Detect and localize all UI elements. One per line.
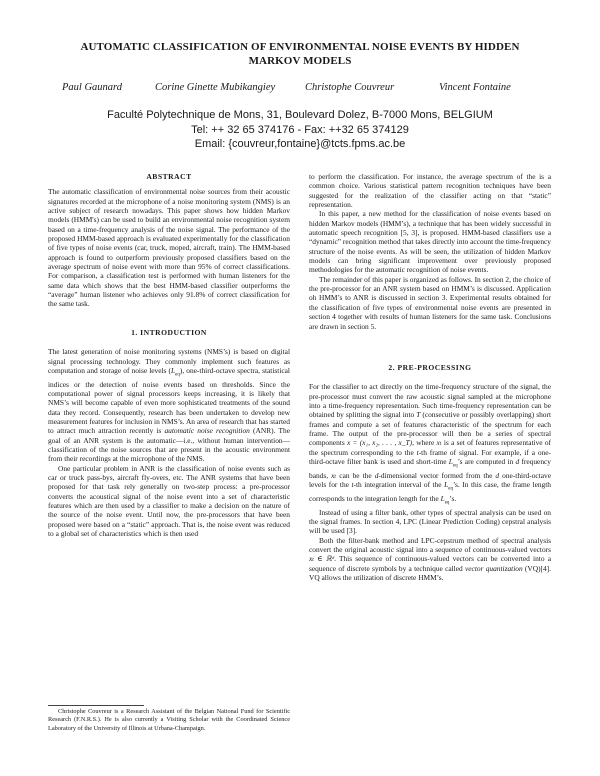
preprocessing-paragraph-3: Both the filter-bank method and LPC-cepstrum method of spectral analysis convert the original acoustic signal into a sequence of continuous-valued vectors xₜ ∈ ℝᵈ. This sequence of continuous-valued vectors can be converted into a sequence of discrete symbols by a technique called vector quantization (VQ)[4]. VQ allows the utilization of discrete HMM’s. [309, 535, 551, 583]
intro-continued-paragraph: to perform the classification. For instance, the average spectrum of the is a common choice. Various statistical pattern recognition techniques have been suggested for the realization of the classifier acting on that “static” representation. [309, 172, 551, 210]
intro-paragraph-4: The remainder of this paper is organized as follows. In section 2, the choice of the pre-processor for an ANR system based on HMM’s is discussed. Application oh HMM’s to ANR is discussed in section 3. Experimental results obtained for the classification of five types of environmental noise events are presented in section 4 together with results of human listeners for the same task. Conclusions are drawn in section 5. [309, 274, 551, 331]
title-line-1: AUTOMATIC CLASSIFICATION OF ENVIRONMENTAL NOISE EVENTS BY HIDDEN [80, 41, 520, 53]
author-name: Corine Ginette Mubikangiey [155, 82, 276, 93]
abstract-heading: ABSTRACT [146, 172, 192, 181]
intro-paragraph-1: The latest generation of noise monitoring systems (NMS’s) is based on digital signal processing technology. They commonly implement such features as computation and storage of noise levels $(L_{eq})$, one-third-octave spectra, statistical indices or the detection of noise events based on thresholds. Since the computational power of signal processors keeps increasing, it is likely that NMS’s will become capable of even more sophisticated treatments of the sound data they record. Consequently, research has been undertaken to develop new measurement features for inclusion in NMS’s. An area of research that has started to attract much attraction recently is automatic noise recognition (ANR). The goal of an ANR system is the automatic—i.e., without human intervention—classification of the noise sources that are present in the acoustic environment from their recordings at the microphone of the NMS. [48, 347, 290, 464]
intro-paragraph-2: One particular problem in ANR is the classification of noise events such as car or truck pass-bys, aircraft fly-overs, etc. The ANR systems that have been proposed for that task rely generally on two-step process: a pre-processor converts the acoustical signal of the noise event into a set of characteristic features which are then used by a classifier to make a decision on the nature of the source of the noise event. Until now, the pre-processors that have been proposed were based on a “static” approach. That is, the noise event was reduced to a global set of characteristics which is then used [48, 463, 290, 539]
introduction-heading: 1. INTRODUCTION [131, 327, 207, 337]
author-name: Christophe Couvreur [305, 82, 395, 93]
left-column [48, 172, 290, 539]
footnote: Christophe Couvreur is a Research Assistant of the Belgian National Fund for Scientific Research (F.N.R.S.). He is also currently a Visiting Scholar with the Coordinated Science Laboratory of the University of Illinois at Urbana-Champaign. [48, 708, 290, 732]
paper-title [50, 40, 550, 68]
preprocessing-paragraph-1: For the classifier to act directly on the time-frequency structure of the signal, the pre-processor must convert the raw acoustic signal sampled at the microphone into a time-frequency representation. Such time-frequency representation can be obtained by splitting the signal into T (consecutive or possibly overlapping) short frames and compute a set of features characteristic of the spectrum for each frame. The output of the pre-processor will then be a series of spectral components x = (x₁, x₂, . . . , x_T), where xₜ is a set of features representative of the spectrum corresponding to the t-th frame of signal. For example, if a one-third-octave filter bank is used and short-time $L_{eq}’s$ are computed in d frequency bands, xₜ can be the d-dimensional vector formed from the d one-third-octave levels for the t-th integration interval of the $L_{eq}’s$. In this case, the frame length corresponds to the integration length for the $L_{eq}’s$. [309, 382, 551, 506]
phone-fax: Tel: ++ 32 65 374176 - Fax: ++32 65 374129 [191, 123, 409, 136]
email: Email: {couvreur,fontaine}@tcts.fpms.ac.be [194, 138, 406, 150]
right-column [309, 172, 551, 582]
intro-paragraph-3: In this paper, a new method for the classification of noise events based on hidden Markov models (HMM’s), a technique that has been widely successful in automatic speech recognition [5, 3], is proposed. HMM-based classifiers use a “dynamic” recognition method that takes directly into account the time-frequency structure of the noise events. As will be seen, the utilization of hidden Markov models can bring significant improvement over previously proposed methodologies for the automatic recognition of noise events. [309, 209, 551, 275]
abstract-text: The automatic classification of environmental noise sources from their acoustic signatures recorded at the microphone of a noise monitoring system (NMS) is an active subject of research nowadays. This paper shows how hidden Markov models (HMM's) can be used to build an environmental noise recognition system based on a time-frequency analysis of the noise signal. The performance of the proposed HMM-based approach is evaluated experimentally for the classification of five types of noise events (car, truck, moped, aircraft, train). The HMM-based approach is found to outperform previously proposed classifiers based on the average spectrum of noise event with more than 95% of correct classifications. For comparison, a classification test is performed with human listeners for the same data which shows that the best HMM-based classifier outperforms the “average” human listener who achieves only 91.8% of correct classification for the same task. [48, 187, 290, 309]
footnote-rule [48, 705, 144, 706]
author-name: Vincent Fontaine [439, 82, 511, 93]
preprocessing-heading: 2. PRE-PROCESSING [388, 362, 472, 372]
affiliation-block [40, 108, 560, 152]
author-name: Paul Gaunard [62, 82, 122, 93]
affiliation: Faculté Polytechnique de Mons, 31, Boulevard Dolez, B-7000 Mons, BELGIUM [107, 109, 493, 121]
title-line-2: MARKOV MODELS [248, 55, 352, 67]
preprocessing-paragraph-2: Instead of using a filter bank, other types of spectral analysis can be used on the signal frames. In section 4, LPC (Linear Prediction Coding) cepstral analysis will be used [3]. [309, 507, 551, 536]
